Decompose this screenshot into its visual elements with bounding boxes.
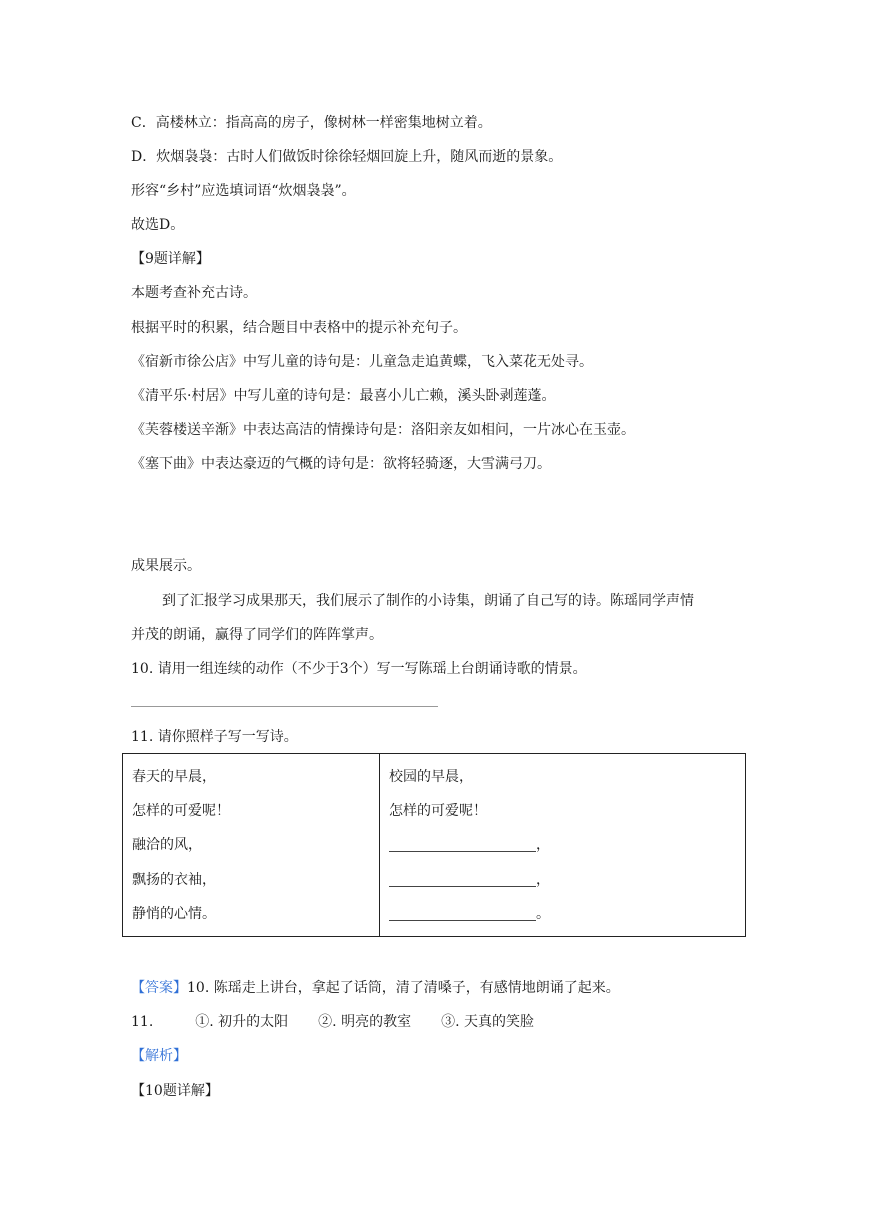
fill-blank-row bbox=[389, 904, 550, 924]
fill-blank[interactable] bbox=[389, 906, 536, 921]
blank-punctuation: ， bbox=[536, 872, 550, 888]
student-poem-cell bbox=[380, 754, 746, 937]
answer-q11-item: ③. 天真的笑脸 bbox=[441, 1014, 534, 1030]
option-c-text: C．高楼林立：指高高的房子，像树林一样密集地树立着。 bbox=[131, 115, 492, 131]
section-title: 成果展示。 bbox=[131, 558, 201, 574]
fill-blank[interactable] bbox=[389, 837, 536, 852]
explanation-tag: 【解析】 bbox=[131, 1048, 187, 1064]
q9-intro: 本题考查补充古诗。 bbox=[131, 285, 257, 301]
answer-q11-row bbox=[131, 1012, 534, 1032]
q9-detail-heading: 【9题详解】 bbox=[131, 251, 210, 267]
answer-q10-row bbox=[131, 978, 620, 998]
q9-line: 《芙蓉楼送辛渐》中表达高洁的情操诗句是：洛阳亲友如相问，一片冰心在玉壶。 bbox=[131, 422, 635, 438]
choice-text: 故选D。 bbox=[131, 217, 185, 233]
answer-q11-label: 11. bbox=[131, 1014, 154, 1030]
student-poem-line: 校园的早晨， bbox=[389, 769, 473, 785]
answer-line[interactable] bbox=[131, 706, 438, 707]
q9-line: 《宿新市徐公店》中写儿童的诗句是：儿童急走追黄蝶，飞入菜花无处寻。 bbox=[131, 354, 593, 370]
conclusion-text: 形容“乡村”应选填词语“炊烟袅袅”。 bbox=[131, 183, 356, 199]
poem-table bbox=[122, 753, 746, 937]
answer-q11-item: ②. 明亮的教室 bbox=[318, 1014, 412, 1030]
example-poem-line: 静悄的心情。 bbox=[132, 906, 216, 922]
example-poem-cell bbox=[123, 754, 380, 937]
answer-q10-text: 10. 陈瑶走上讲台，拿起了话筒，清了清嗓子，有感情地朗诵了起来。 bbox=[187, 980, 620, 996]
q11-question: 11. 请你照样子写一写诗。 bbox=[131, 729, 298, 745]
q9-line: 《清平乐·村居》中写儿童的诗句是：最喜小儿亡赖，溪头卧剥莲蓬。 bbox=[131, 388, 556, 404]
example-poem-line: 怎样的可爱呢！ bbox=[132, 803, 230, 819]
answer-tag: 【答案】 bbox=[131, 980, 187, 996]
fill-blank-row bbox=[389, 870, 550, 890]
q9-line: 《塞下曲》中表达豪迈的气概的诗句是：欲将轻骑逐，大雪满弓刀。 bbox=[131, 456, 551, 472]
example-poem-line: 融洽的风， bbox=[132, 837, 202, 853]
example-poem-line: 春天的早晨， bbox=[132, 769, 216, 785]
section-paragraph-line: 并茂的朗诵，赢得了同学们的阵阵掌声。 bbox=[131, 627, 383, 643]
q9-method: 根据平时的积累，结合题目中表格中的提示补充句子。 bbox=[131, 320, 467, 336]
section-paragraph-line: 到了汇报学习成果那天，我们展示了制作的小诗集，朗诵了自己写的诗。陈瑶同学声情 bbox=[162, 593, 694, 609]
answer-q11-item: ①. 初升的太阳 bbox=[195, 1014, 289, 1030]
option-d-text: D．炊烟袅袅：古时人们做饭时徐徐轻烟回旋上升，随风而逝的景象。 bbox=[131, 149, 563, 165]
student-poem-line: 怎样的可爱呢！ bbox=[389, 803, 487, 819]
blank-punctuation: ， bbox=[536, 837, 550, 853]
blank-punctuation: 。 bbox=[536, 906, 550, 922]
fill-blank[interactable] bbox=[389, 872, 536, 887]
q10-question: 10. 请用一组连续的动作（不少于3个）写一写陈瑶上台朗诵诗歌的情景。 bbox=[131, 661, 587, 677]
fill-blank-row bbox=[389, 835, 550, 855]
example-poem-line: 飘扬的衣袖， bbox=[132, 872, 216, 888]
q10-detail-heading: 【10题详解】 bbox=[131, 1083, 219, 1099]
